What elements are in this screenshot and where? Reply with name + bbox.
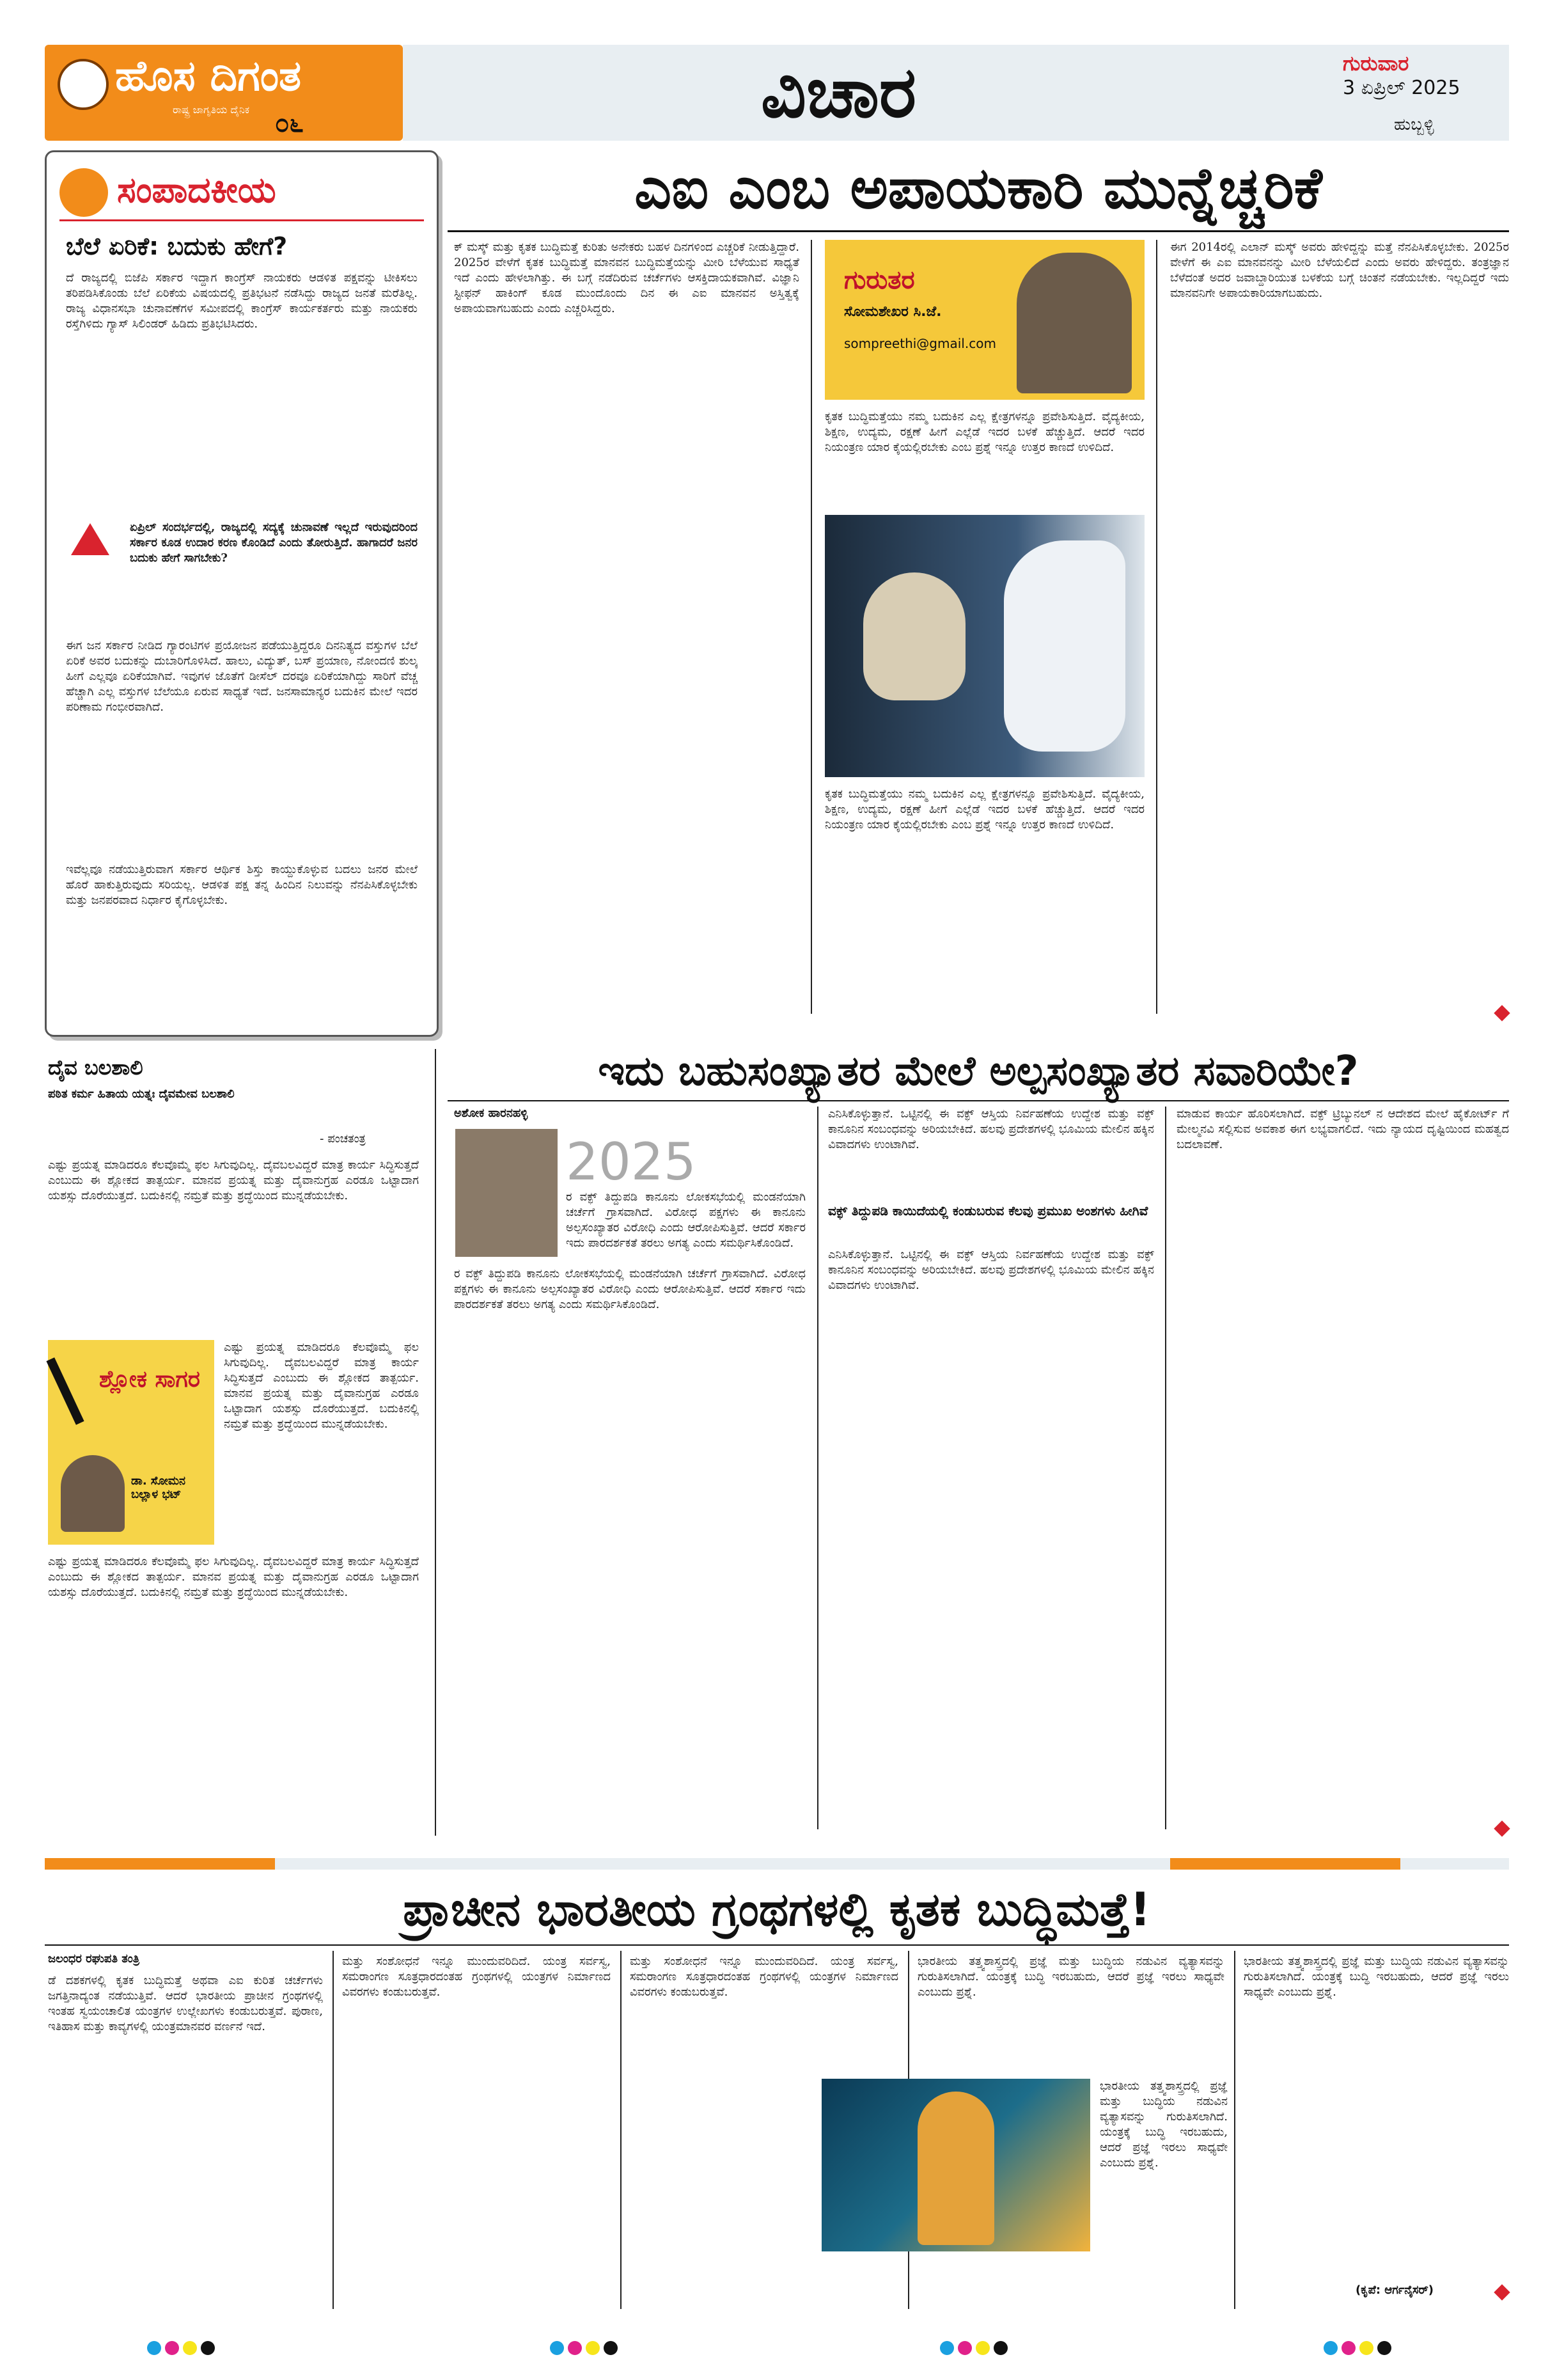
reg-dot-icon	[994, 2341, 1008, 2355]
reg-dot-icon	[940, 2341, 954, 2355]
editorial-pullquote: ಏಪ್ರಿಲ್ ಸಂದರ್ಭದಲ್ಲಿ, ರಾಜ್ಯದಲ್ಲಿ ಸದ್ಯಕ್ಕೆ ಚುನಾವಣೆ ಇಲ್ಲದೆ ಇರುವುದರಿಂದ ಸರ್ಕಾರ ಕೂಡ ಉದಾರ ಕರಣ ಕೊಂಡಿದೆ ಎಂದು ತೋರುತ್ತಿದೆ. ಹಾಗಾದರೆ ಜನರ ಬದುಕು ಹೇಗೆ ಸಾಗಬೇಕು?	[130, 521, 418, 565]
end-mark-icon	[1494, 1005, 1510, 1021]
daiva-text: ಎಷ್ಟು ಪ್ರಯತ್ನ ಮಾಡಿದರೂ ಕೆಲವೊಮ್ಮೆ ಫಲ ಸಿಗುವುದಿಲ್ಲ. ದೈವಬಲವಿದ್ದರೆ ಮಾತ್ರ ಕಾರ್ಯ ಸಿದ್ಧಿಸುತ್ತದೆ ಎಂಬುದು ಈ ಶ್ಲೋಕದ ತಾತ್ಪರ್ಯ. ಮಾನವ ಪ್ರಯತ್ನ ಮತ್ತು ದೈವಾನುಗ್ರಹ ಎರಡೂ ಒಟ್ಟಾದಾಗ ಯಶಸ್ಸು ದೊರೆಯುತ್ತದೆ. ಬದುಕಿನಲ್ಲಿ ನಮ್ರತೆ ಮತ್ತು ಶ್ರದ್ಧೆಯಿಂದ ಮುನ್ನಡೆಯಬೇಕು.	[48, 1158, 419, 1202]
waqf-col2: ಎನಿಸಿಕೊಳ್ಳುತ್ತಾನೆ. ಒಟ್ಟಿನಲ್ಲಿ ಈ ವಕ್ಫ್ ಆಸ್ತಿಯ ನಿರ್ವಹಣೆಯ ಉದ್ದೇಶ ಮತ್ತು ವಕ್ಫ್ ಕಾನೂನಿನ ಸಂಬಂಧವನ್ನು ಅರಿಯಬೇಕಿದೆ. ಹಲವು ಪ್ರದೇಶಗಳಲ್ಲಿ ಭೂಮಿಯ ಮೇಲಿನ ಹಕ್ಕಿನ ವಿವಾದಗಳು ಉಂಟಾಗಿವೆ.	[828, 1107, 1154, 1151]
waqf-author-photo	[455, 1129, 558, 1257]
bottom-col4: ಭಾರತೀಯ ತತ್ತ್ವಶಾಸ್ತ್ರದಲ್ಲಿ ಪ್ರಜ್ಞೆ ಮತ್ತು ಬುದ್ಧಿಯ ನಡುವಿನ ವ್ಯತ್ಯಾಸವನ್ನು ಗುರುತಿಸಲಾಗಿದೆ. ಯಂತ್ರಕ್ಕೆ ಬುದ್ಧಿ ಇರಬಹುದು, ಆದರೆ ಪ್ರಜ್ಞೆ ಇರಲು ಸಾಧ್ಯವೇ ಎಂಬುದು ಪ್ರಶ್ನೆ.	[1100, 2079, 1228, 2170]
daiva-author: ಡಾ. ಸೋಮನ ಬಲ್ಲಾಳ ಭಟ್	[131, 1474, 185, 1501]
author-name: ಸೋಮಶೇಖರ ಸಿ.ಜೆ.	[844, 304, 942, 320]
end-mark-icon	[1494, 2284, 1510, 2300]
logo-badge	[45, 45, 403, 141]
reg-dot-icon	[550, 2341, 564, 2355]
col-divider	[1165, 1107, 1166, 1829]
waqf-col1: ರ ವಕ್ಫ್ ತಿದ್ದುಪಡಿ ಕಾನೂನು ಲೋಕಸಭೆಯಲ್ಲಿ ಮಂಡನೆಯಾಗಿ ಚರ್ಚೆಗೆ ಗ್ರಾಸವಾಗಿದೆ. ವಿರೋಧ ಪಕ್ಷಗಳು ಈ ಕಾನೂನು ಅಲ್ಪಸಂಖ್ಯಾತರ ವಿರೋಧಿ ಎಂದು ಆರೋಪಿಸುತ್ತಿವೆ. ಆದರೆ ಸರ್ಕಾರ ಇದು ಪಾರದರ್ಶಕತೆ ತರಲು ಅಗತ್ಯ ಎಂದು ಸಮರ್ಥಿಸಿಕೊಂಡಿದೆ.	[566, 1190, 806, 1250]
bottom-col3: ಮತ್ತು ಸಂಶೋಧನೆ ಇನ್ನೂ ಮುಂದುವರಿದಿದೆ. ಯಂತ್ರ ಸರ್ವಸ್ವ, ಸಮರಾಂಗಣ ಸೂತ್ರಧಾರದಂತಹ ಗ್ರಂಥಗಳಲ್ಲಿ ಯಂತ್ರಗಳ ನಿರ್ಮಾಣದ ವಿವರಗಳು ಕಂಡುಬರುತ್ತವೆ.	[630, 1955, 898, 1999]
waqf-year: 2025	[566, 1132, 696, 1192]
waqf-col2-cont: ಎನಿಸಿಕೊಳ್ಳುತ್ತಾನೆ. ಒಟ್ಟಿನಲ್ಲಿ ಈ ವಕ್ಫ್ ಆಸ್ತಿಯ ನಿರ್ವಹಣೆಯ ಉದ್ದೇಶ ಮತ್ತು ವಕ್ಫ್ ಕಾನೂನಿನ ಸಂಬಂಧವನ್ನು ಅರಿಯಬೇಕಿದೆ. ಹಲವು ಪ್ರದೇಶಗಳಲ್ಲಿ ಭೂಮಿಯ ಮೇಲಿನ ಹಕ್ಕಿನ ವಿವಾದಗಳು ಉಂಟಾಗಿವೆ.	[828, 1248, 1154, 1292]
author-photo	[1017, 253, 1132, 393]
col-divider	[811, 240, 812, 1014]
divider-stripe	[45, 1858, 1509, 1870]
col-divider	[1156, 240, 1157, 1014]
masthead-date: 3 ಏಪ್ರಿಲ್ 2025	[1343, 77, 1460, 99]
ai-illustration	[825, 515, 1145, 777]
masthead	[45, 45, 1509, 141]
editorial-emblem-icon	[59, 168, 108, 217]
author-card	[825, 240, 1145, 400]
reg-dot-icon	[1359, 2341, 1373, 2355]
waqf-headline: ಇದು ಬಹುಸಂಖ್ಯಾತರ ಮೇಲೆ ಅಲ್ಪಸಂಖ್ಯಾತರ ಸವಾರಿಯೇ?	[598, 1048, 1359, 1095]
main-headline-rule	[448, 230, 1509, 232]
section-title: ವಿಚಾರ	[761, 51, 917, 133]
col-divider	[817, 1107, 818, 1829]
daiva-title: ದೈವ ಬಲಶಾಲಿ	[48, 1055, 143, 1080]
masthead-city: ಹುಬ್ಬಳ್ಳಿ	[1394, 115, 1434, 134]
daiva-verse: ಪಠಿತ ಕರ್ಮ ಹಿತಾಯ ಯತ್ನಃ ದೈವಮೇವ ಬಲಶಾಲಿ	[48, 1087, 235, 1101]
stripe-orange	[1170, 1858, 1400, 1870]
logo-emblem-icon	[58, 59, 109, 110]
masthead-day: ಗುರುವಾರ	[1343, 51, 1409, 75]
editorial-para3: ಇವೆಲ್ಲವೂ ನಡೆಯುತ್ತಿರುವಾಗ ಸರ್ಕಾರ ಆರ್ಥಿಕ ಶಿಸ್ತು ಕಾಯ್ದುಕೊಳ್ಳುವ ಬದಲು ಜನರ ಮೇಲೆ ಹೊರೆ ಹಾಕುತ್ತಿರುವುದು ಸರಿಯಲ್ಲ. ಆಡಳಿತ ಪಕ್ಷ ತನ್ನ ಹಿಂದಿನ ನಿಲುವನ್ನು ನೆನಪಿಸಿಕೊಳ್ಳಬೇಕು ಮತ್ತು ಜನಪರವಾದ ನಿರ್ಧಾರ ಕೈಗೊಳ್ಳಬೇಕು.	[66, 863, 418, 907]
daiva-author-photo	[61, 1455, 125, 1532]
skull-icon	[863, 572, 966, 700]
col-divider	[332, 1951, 334, 2309]
robot-head-icon	[1004, 540, 1125, 752]
reg-dot-icon	[1324, 2341, 1338, 2355]
waqf-col1-cont: ರ ವಕ್ಫ್ ತಿದ್ದುಪಡಿ ಕಾನೂನು ಲೋಕಸಭೆಯಲ್ಲಿ ಮಂಡನೆಯಾಗಿ ಚರ್ಚೆಗೆ ಗ್ರಾಸವಾಗಿದೆ. ವಿರೋಧ ಪಕ್ಷಗಳು ಈ ಕಾನೂನು ಅಲ್ಪಸಂಖ್ಯಾತರ ವಿರೋಧಿ ಎಂದು ಆರೋಪಿಸುತ್ತಿವೆ. ಆದರೆ ಸರ್ಕಾರ ಇದು ಪಾರದರ್ಶಕತೆ ತರಲು ಅಗತ್ಯ ಎಂದು ಸಮರ್ಥಿಸಿಕೊಂಡಿದೆ.	[454, 1267, 806, 1311]
pullquote-arrow-icon	[71, 523, 109, 555]
deity-figure-icon	[918, 2092, 994, 2245]
bottom-col1: ಡೆ ದಶಕಗಳಲ್ಲಿ ಕೃತಕ ಬುದ್ಧಿಮತ್ತೆ ಅಥವಾ ಎಐ ಕುರಿತ ಚರ್ಚೆಗಳು ಜಗತ್ತಿನಾದ್ಯಂತ ನಡೆಯುತ್ತಿವೆ. ಆದರೆ ಭಾರತೀಯ ಪ್ರಾಚೀನ ಗ್ರಂಥಗಳಲ್ಲಿ ಇಂತಹ ಸ್ವಯಂಚಾಲಿತ ಯಂತ್ರಗಳ ಉಲ್ಲೇಖಗಳು ಕಂಡುಬರುತ್ತವೆ. ಪುರಾಣ, ಇತಿಹಾಸ ಮತ್ತು ಕಾವ್ಯಗಳಲ್ಲಿ ಯಂತ್ರಮಾನವರ ವರ್ಣನೆ ಇದೆ.	[48, 1974, 323, 2033]
registration-marks	[0, 2328, 1541, 2367]
reg-dot-icon	[201, 2341, 215, 2355]
reg-dot-icon	[183, 2341, 197, 2355]
quill-icon	[46, 1357, 84, 1425]
bottom-col4-top: ಭಾರತೀಯ ತತ್ತ್ವಶಾಸ್ತ್ರದಲ್ಲಿ ಪ್ರಜ್ಞೆ ಮತ್ತು ಬುದ್ಧಿಯ ನಡುವಿನ ವ್ಯತ್ಯಾಸವನ್ನು ಗುರುತಿಸಲಾಗಿದೆ. ಯಂತ್ರಕ್ಕೆ ಬುದ್ಧಿ ಇರಬಹುದು, ಆದರೆ ಪ್ರಜ್ಞೆ ಇರಲು ಸಾಧ್ಯವೇ ಎಂಬುದು ಪ್ರಶ್ನೆ.	[918, 1955, 1224, 1999]
bottom-headline: ಪ್ರಾಚೀನ ಭಾರತೀಯ ಗ್ರಂಥಗಳಲ್ಲಿ ಕೃತಕ ಬುದ್ಧಿಮತ್ತೆ!	[403, 1882, 1151, 1936]
waqf-col3: ಮಾಡುವ ಕಾರ್ಯ ಹೊರಿಸಲಾಗಿದೆ. ವಕ್ಫ್ ಟ್ರಿಬ್ಯುನಲ್ ನ ಆದೇಶದ ಮೇಲೆ ಹೈಕೋರ್ಟ್ ಗೆ ಮೇಲ್ಮನವಿ ಸಲ್ಲಿಸುವ ಅವಕಾಶ ಈಗ ಲಭ್ಯವಾಗಲಿದೆ. ಇದು ನ್ಯಾಯದ ದೃಷ್ಟಿಯಿಂದ ಮಹತ್ವದ ಬದಲಾವಣೆ.	[1177, 1107, 1509, 1151]
page-number: ೦೬	[275, 109, 304, 138]
reg-dot-icon	[1342, 2341, 1356, 2355]
reg-dot-icon	[976, 2341, 990, 2355]
reg-dot-icon	[568, 2341, 582, 2355]
col-divider	[1234, 1951, 1235, 2309]
reg-dot-icon	[604, 2341, 618, 2355]
reg-dot-icon	[586, 2341, 600, 2355]
daiva-text-cont: ಎಷ್ಟು ಪ್ರಯತ್ನ ಮಾಡಿದರೂ ಕೆಲವೊಮ್ಮೆ ಫಲ ಸಿಗುವುದಿಲ್ಲ. ದೈವಬಲವಿದ್ದರೆ ಮಾತ್ರ ಕಾರ್ಯ ಸಿದ್ಧಿಸುತ್ತದೆ ಎಂಬುದು ಈ ಶ್ಲೋಕದ ತಾತ್ಪರ್ಯ. ಮಾನವ ಪ್ರಯತ್ನ ಮತ್ತು ದೈವಾನುಗ್ರಹ ಎರಡೂ ಒಟ್ಟಾದಾಗ ಯಶಸ್ಸು ದೊರೆಯುತ್ತದೆ. ಬದುಕಿನಲ್ಲಿ ನಮ್ರತೆ ಮತ್ತು ಶ್ರದ್ಧೆಯಿಂದ ಮುನ್ನಡೆಯಬೇಕು.	[48, 1555, 419, 1599]
col-divider	[620, 1951, 622, 2309]
editorial-box	[45, 150, 439, 1037]
main-headline: ಎಐ ಎಂಬ ಅಪಾಯಕಾರಿ ಮುನ್ನೆಚ್ಚರಿಕೆ	[634, 155, 1322, 222]
reg-dot-icon	[165, 2341, 179, 2355]
waqf-author: ಅಶೋಕ ಹಾರನಹಳ್ಳಿ	[454, 1107, 528, 1120]
waqf-headline-rule	[448, 1100, 1509, 1101]
reg-dot-icon	[147, 2341, 161, 2355]
editorial-title: ಬೆಲೆ ಏರಿಕೆ: ಬದುಕು ಹೇಗೆ?	[66, 232, 288, 260]
editorial-para2: ಈಗ ಜನ ಸರ್ಕಾರ ನೀಡಿದ ಗ್ಯಾರಂಟಿಗಳ ಪ್ರಯೋಜನ ಪಡೆಯುತ್ತಿದ್ದರೂ ದಿನನಿತ್ಯದ ವಸ್ತುಗಳ ಬೆಲೆ ಏರಿಕೆ ಅವರ ಬದುಕನ್ನು ದುಬಾರಿಗೊಳಿಸಿದೆ. ಹಾಲು, ವಿದ್ಯುತ್, ಬಸ್ ಪ್ರಯಾಣ, ನೋಂದಣಿ ಶುಲ್ಕ ಹೀಗೆ ಎಲ್ಲವೂ ಏರಿಕೆಯಾಗಿವೆ. ಇವುಗಳ ಜೊತೆಗೆ ಡೀಸೆಲ್ ದರವೂ ಏರಿಕೆಯಾಗಿದ್ದು ಸಾರಿಗೆ ವೆಚ್ಚ ಹೆಚ್ಚಾಗಿ ಎಲ್ಲ ವಸ್ತುಗಳ ಬೆಲೆಯೂ ಏರುವ ಸಾಧ್ಯತೆ ಇದೆ. ಜನಸಾಮಾನ್ಯರ ಬದುಕಿನ ಮೇಲೆ ಇದರ ಪರಿಣಾಮ ಗಂಭೀರವಾಗಿದೆ.	[66, 639, 418, 714]
end-mark-icon	[1494, 1820, 1510, 1836]
main-col2b: ಕೃತಕ ಬುದ್ಧಿಮತ್ತೆಯು ನಮ್ಮ ಬದುಕಿನ ಎಲ್ಲ ಕ್ಷೇತ್ರಗಳನ್ನೂ ಪ್ರವೇಶಿಸುತ್ತಿದೆ. ವೈದ್ಯಕೀಯ, ಶಿಕ್ಷಣ, ಉದ್ಯಮ, ರಕ್ಷಣೆ ಹೀಗೆ ಎಲ್ಲೆಡೆ ಇದರ ಬಳಕೆ ಹೆಚ್ಚುತ್ತಿದೆ. ಆದರೆ ಇದರ ನಿಯಂತ್ರಣ ಯಾರ ಕೈಯಲ್ಲಿರಬೇಕು ಎಂಬ ಪ್ರಶ್ನೆ ಇನ್ನೂ ಉತ್ತರ ಕಾಣದೆ ಉಳಿದಿದೆ.	[825, 787, 1145, 831]
bottom-credit: (ಕೃಪೆ: ಆರ್ಗನೈಸರ್)	[1356, 2283, 1434, 2297]
main-col3: ಈಗ 2014ರಲ್ಲಿ ಎಲಾನ್ ಮಸ್ಕ್ ಅವರು ಹೇಳಿದ್ದನ್ನು ಮತ್ತೆ ನೆನಪಿಸಿಕೊಳ್ಳಬೇಕು. 2025ರ ವೇಳೆಗೆ ಈ ಎಐ ಮಾನವನನ್ನು ಮೀರಿ ಬೆಳೆಯಲಿದೆ ಎಂದು ಅವರು ಹೇಳಿದ್ದರು. ತಂತ್ರಜ್ಞಾನ ಬೆಳೆದಂತೆ ಅದರ ಜವಾಬ್ದಾರಿಯುತ ಬಳಕೆಯ ಬಗ್ಗೆ ಚಿಂತನೆ ನಡೆಯಬೇಕು. ಇಲ್ಲದಿದ್ದರೆ ಇದು ಮಾನವನಿಗೇ ಅಪಾಯಕಾರಿಯಾಗಬಹುದು.	[1170, 240, 1509, 300]
bottom-col2: ಮತ್ತು ಸಂಶೋಧನೆ ಇನ್ನೂ ಮುಂದುವರಿದಿದೆ. ಯಂತ್ರ ಸರ್ವಸ್ವ, ಸಮರಾಂಗಣ ಸೂತ್ರಧಾರದಂತಹ ಗ್ರಂಥಗಳಲ್ಲಿ ಯಂತ್ರಗಳ ನಿರ್ಮಾಣದ ವಿವರಗಳು ಕಂಡುಬರುತ್ತವೆ.	[342, 1955, 611, 1999]
author-email: sompreethi@gmail.com	[844, 336, 996, 351]
editorial-label-bar	[59, 168, 424, 221]
masthead-logo: ಹೊಸ ದಿಗಂತ	[115, 51, 302, 100]
reg-dot-icon	[1377, 2341, 1391, 2355]
shloka-sagara-box	[48, 1340, 214, 1545]
editorial-label: ಸಂಪಾದಕೀಯ	[117, 169, 276, 211]
editorial-para1: ದೆ ರಾಜ್ಯದಲ್ಲಿ ಬಿಜೆಪಿ ಸರ್ಕಾರ ಇದ್ದಾಗ ಕಾಂಗ್ರೆಸ್ ನಾಯಕರು ಆಡಳಿತ ಪಕ್ಷವನ್ನು ಟೀಕಿಸಲು ತರಿಪಡಿಸಿಕೊಂಡು ಬೆಲೆ ಏರಿಕೆಯ ವಿಷಯದಲ್ಲಿ ಪ್ರತಿಭಟನೆ ನಡೆಸಿದ್ದು ರಾಜ್ಯದ ಜನತೆ ಮರೆತಿಲ್ಲ. ರಾಜ್ಯ ವಿಧಾನಸಭಾ ಚುನಾವಣೆಗಳ ಸಮೀಪದಲ್ಲಿ ಕಾಂಗ್ರೆಸ್ ಕಾರ್ಯಕರ್ತರು ಮತ್ತು ನಾಯಕರು ರಸ್ತೆಗಿಳಿದು ಗ್ಯಾಸ್ ಸಿಲಿಂಡರ್ ಹಿಡಿದು ಪ್ರತಿಭಟಿಸಿದರು.	[66, 271, 418, 331]
column-name: ಶ್ಲೋಕ ಸಾಗರ	[99, 1366, 200, 1392]
column-label: ಗುರುತರ	[844, 265, 915, 295]
reg-dot-icon	[958, 2341, 972, 2355]
col-divider	[435, 1049, 436, 1836]
main-col2: ಕೃತಕ ಬುದ್ಧಿಮತ್ತೆಯು ನಮ್ಮ ಬದುಕಿನ ಎಲ್ಲ ಕ್ಷೇತ್ರಗಳನ್ನೂ ಪ್ರವೇಶಿಸುತ್ತಿದೆ. ವೈದ್ಯಕೀಯ, ಶಿಕ್ಷಣ, ಉದ್ಯಮ, ರಕ್ಷಣೆ ಹೀಗೆ ಎಲ್ಲೆಡೆ ಇದರ ಬಳಕೆ ಹೆಚ್ಚುತ್ತಿದೆ. ಆದರೆ ಇದರ ನಿಯಂತ್ರಣ ಯಾರ ಕೈಯಲ್ಲಿರಬೇಕು ಎಂಬ ಪ್ರಶ್ನೆ ಇನ್ನೂ ಉತ್ತರ ಕಾಣದೆ ಉಳಿದಿದೆ.	[825, 410, 1145, 454]
stripe-orange	[45, 1858, 275, 1870]
bottom-author: ಜಲಂಧರ ರಘುಪತಿ ತಂತ್ರಿ	[48, 1952, 140, 1966]
main-col1: ಕ್ ಮಸ್ಕ್ ಮತ್ತು ಕೃತಕ ಬುದ್ಧಿಮತ್ತೆ ಕುರಿತು ಅನೇಕರು ಬಹಳ ದಿನಗಳಿಂದ ಎಚ್ಚರಿಕೆ ನೀಡುತ್ತಿದ್ದಾರೆ. 2025ರ ವೇಳೆಗೆ ಕೃತಕ ಬುದ್ಧಿಮತ್ತೆ ಮಾನವನ ಬುದ್ಧಿಮತ್ತೆಯನ್ನು ಮೀರಿ ಬೆಳೆಯುವ ಸಾಧ್ಯತೆ ಇದೆ ಎಂದು ಹೇಳಲಾಗಿತ್ತು. ಈ ಬಗ್ಗೆ ನಡೆದಿರುವ ಚರ್ಚೆಗಳು ಆಸಕ್ತಿದಾಯಕವಾಗಿವೆ. ವಿಜ್ಞಾನಿ ಸ್ಟೀಫನ್ ಹಾಕಿಂಗ್ ಕೂಡ ಮುಂದೊಂದು ದಿನ ಈ ಎಐ ಮಾನವನ ಅಸ್ತಿತ್ವಕ್ಕೆ ಅಪಾಯವಾಗಬಹುದು ಎಂದು ಎಚ್ಚರಿಸಿದ್ದರು.	[454, 240, 799, 315]
bottom-col5: ಭಾರತೀಯ ತತ್ತ್ವಶಾಸ್ತ್ರದಲ್ಲಿ ಪ್ರಜ್ಞೆ ಮತ್ತು ಬುದ್ಧಿಯ ನಡುವಿನ ವ್ಯತ್ಯಾಸವನ್ನು ಗುರುತಿಸಲಾಗಿದೆ. ಯಂತ್ರಕ್ಕೆ ಬುದ್ಧಿ ಇರಬಹುದು, ಆದರೆ ಪ್ರಜ್ಞೆ ಇರಲು ಸಾಧ್ಯವೇ ಎಂಬುದು ಪ್ರಶ್ನೆ.	[1244, 1955, 1509, 1999]
masthead-tagline: ರಾಷ್ಟ್ರ ಜಾಗೃತಿಯ ದೈನಿಕ	[173, 104, 250, 116]
waqf-subhead: ವಕ್ಫ್ ತಿದ್ದುಪಡಿ ಕಾಯಿದೆಯಲ್ಲಿ ಕಂಡುಬರುವ ಕೆಲವು ಪ್ರಮುಖ ಅಂಶಗಳು ಹೀಗಿವೆ	[828, 1203, 1148, 1218]
daiva-attribution: - ಪಂಚತಂತ್ರ	[320, 1132, 366, 1146]
bottom-headline-rule	[45, 1944, 1509, 1946]
bottom-illustration	[822, 2079, 1090, 2251]
daiva-text-wrap: ಎಷ್ಟು ಪ್ರಯತ್ನ ಮಾಡಿದರೂ ಕೆಲವೊಮ್ಮೆ ಫಲ ಸಿಗುವುದಿಲ್ಲ. ದೈವಬಲವಿದ್ದರೆ ಮಾತ್ರ ಕಾರ್ಯ ಸಿದ್ಧಿಸುತ್ತದೆ ಎಂಬುದು ಈ ಶ್ಲೋಕದ ತಾತ್ಪರ್ಯ. ಮಾನವ ಪ್ರಯತ್ನ ಮತ್ತು ದೈವಾನುಗ್ರಹ ಎರಡೂ ಒಟ್ಟಾದಾಗ ಯಶಸ್ಸು ದೊರೆಯುತ್ತದೆ. ಬದುಕಿನಲ್ಲಿ ನಮ್ರತೆ ಮತ್ತು ಶ್ರದ್ಧೆಯಿಂದ ಮುನ್ನಡೆಯಬೇಕು.	[224, 1341, 419, 1431]
